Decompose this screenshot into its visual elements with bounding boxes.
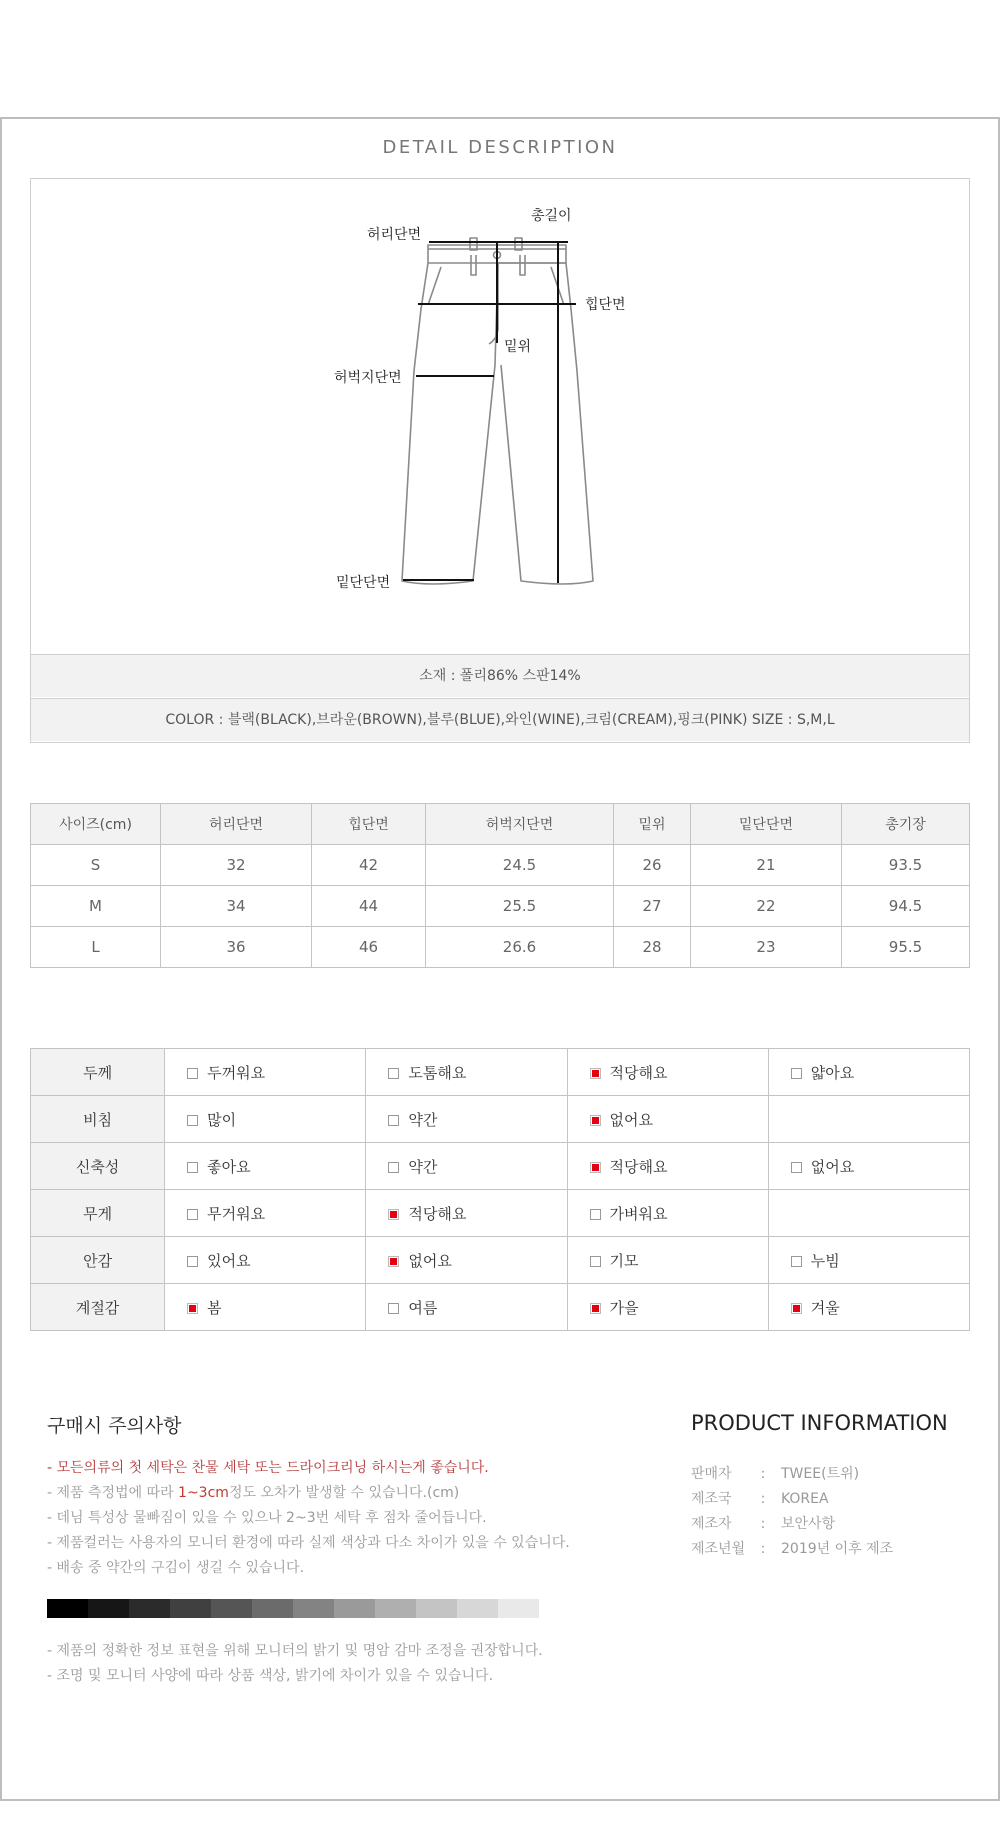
checked-checkbox-icon: [590, 1162, 601, 1173]
size-cell: 28: [614, 927, 691, 968]
property-label: 안감: [31, 1237, 165, 1284]
property-option: [567, 1143, 768, 1190]
product-info-row: [691, 1512, 893, 1537]
option-label: 여름: [408, 1298, 438, 1317]
checked-checkbox-icon: [590, 1115, 601, 1126]
notice-title: 구매시 주의사항: [47, 1415, 182, 1437]
info-key: 판매자: [691, 1466, 732, 1482]
property-option: [165, 1049, 366, 1096]
option-label: 없어요: [810, 1157, 855, 1176]
property-option: [567, 1049, 768, 1096]
property-option: [366, 1143, 567, 1190]
size-cell: 94.5: [842, 886, 970, 927]
info-key: 제조국: [691, 1491, 732, 1507]
size-cell: 46: [312, 927, 426, 968]
color-size-info: COLOR : 블랙(BLACK),브라운(BROWN),블루(BLUE),와인(WINE),크림(CREAM),핑크(PINK) SIZE : S,M,L: [31, 698, 969, 741]
property-label: 두께: [31, 1049, 165, 1096]
checked-checkbox-icon: [388, 1209, 399, 1220]
size-table: [30, 803, 970, 968]
checkbox-icon: [388, 1115, 399, 1126]
property-row: [31, 1049, 970, 1096]
size-cell: 36: [161, 927, 312, 968]
checkbox-icon: [791, 1256, 802, 1267]
rise-label: 밑위: [504, 339, 532, 355]
option-label: 겨울: [810, 1298, 840, 1317]
property-option: [567, 1284, 768, 1331]
option-label: 적당해요: [609, 1157, 668, 1176]
empty-option: [768, 1190, 969, 1237]
notice-item: - 조명 및 모니터 사양에 따라 상품 색상, 밝기에 차이가 있을 수 있습니다.: [47, 1668, 494, 1684]
material-info: 소재 : 폴리86% 스판14%: [31, 654, 969, 697]
checkbox-icon: [187, 1068, 198, 1079]
size-cell: 44: [312, 886, 426, 927]
option-label: 얇아요: [810, 1063, 855, 1082]
thigh-label: 허벅지단면: [334, 370, 402, 386]
pants-diagram-icon: [31, 179, 971, 654]
size-header-cell: 허리단면: [161, 804, 312, 845]
size-cell: 27: [614, 886, 691, 927]
monitor-notice-list: [47, 1639, 543, 1689]
checkbox-icon: [791, 1162, 802, 1173]
option-label: 도톰해요: [408, 1063, 467, 1082]
size-header-cell: 사이즈(cm): [31, 804, 161, 845]
colon-separator: :: [760, 1466, 766, 1482]
option-label: 가벼워요: [609, 1204, 668, 1223]
property-row: [31, 1237, 970, 1284]
grayscale-swatch: [293, 1599, 334, 1618]
notice-text: - 제품 측정법에 따라: [47, 1485, 179, 1501]
size-cell: 26: [614, 845, 691, 886]
property-row: [31, 1096, 970, 1143]
product-info-row: [691, 1487, 893, 1512]
product-info-title: PRODUCT INFORMATION: [691, 1411, 948, 1435]
info-value: 보안사항: [781, 1516, 836, 1532]
grayscale-swatch: [334, 1599, 375, 1618]
property-option: [165, 1096, 366, 1143]
property-label: 비침: [31, 1096, 165, 1143]
product-info-row: [691, 1462, 893, 1487]
info-value: KOREA: [781, 1491, 829, 1507]
property-option: [165, 1237, 366, 1284]
option-label: 많이: [207, 1110, 237, 1129]
colon-separator: :: [760, 1491, 766, 1507]
property-option: [768, 1284, 969, 1331]
checked-checkbox-icon: [590, 1303, 601, 1314]
size-table-header: [31, 804, 970, 845]
table-row: [31, 927, 970, 968]
option-label: 있어요: [207, 1251, 251, 1270]
property-option: [768, 1049, 969, 1096]
option-label: 약간: [408, 1110, 438, 1129]
notice-item: - 제품의 정확한 정보 표현을 위해 모니터의 밝기 및 명암 감마 조정을 권장합니다.: [47, 1643, 543, 1659]
property-option: [768, 1143, 969, 1190]
info-value: TWEE(트위): [781, 1466, 860, 1482]
grayscale-swatch: [457, 1599, 498, 1618]
size-cell: 22: [690, 886, 841, 927]
checked-checkbox-icon: [187, 1303, 198, 1314]
option-label: 적당해요: [408, 1204, 467, 1223]
size-header-cell: 힙단면: [312, 804, 426, 845]
size-cell: S: [31, 845, 161, 886]
grayscale-swatch: [88, 1599, 129, 1618]
grayscale-bar: [47, 1599, 539, 1618]
property-option: [165, 1190, 366, 1237]
property-option: [165, 1284, 366, 1331]
size-header-cell: 총기장: [842, 804, 970, 845]
grayscale-swatch: [252, 1599, 293, 1618]
option-label: 봄: [207, 1298, 222, 1317]
notice-item: - 제품컬러는 사용자의 모니터 환경에 따라 실제 색상과 다소 차이가 있을 수 있습니다.: [47, 1535, 570, 1551]
notice-item: [47, 1481, 570, 1506]
size-cell: L: [31, 927, 161, 968]
checkbox-icon: [187, 1209, 198, 1220]
property-option: [366, 1284, 567, 1331]
size-header-cell: 밑단단면: [690, 804, 841, 845]
checkbox-icon: [388, 1068, 399, 1079]
fabric-properties-table: [30, 1048, 970, 1331]
property-row: [31, 1190, 970, 1237]
info-key: 제조년월: [691, 1541, 746, 1557]
property-option: [567, 1190, 768, 1237]
notice-item: - 데님 특성상 물빠짐이 있을 수 있으나 2~3번 세탁 후 점차 줄어듭니다.: [47, 1510, 487, 1526]
checkbox-icon: [187, 1256, 198, 1267]
product-info-list: [691, 1462, 893, 1562]
size-cell: 34: [161, 886, 312, 927]
colon-separator: :: [760, 1541, 766, 1557]
grayscale-swatch: [47, 1599, 88, 1618]
checkbox-icon: [187, 1162, 198, 1173]
option-label: 없어요: [408, 1251, 452, 1270]
checkbox-icon: [590, 1256, 601, 1267]
colon-separator: :: [760, 1516, 766, 1532]
property-label: 계절감: [31, 1284, 165, 1331]
size-cell: 42: [312, 845, 426, 886]
property-label: 신축성: [31, 1143, 165, 1190]
property-option: [366, 1096, 567, 1143]
property-option: [165, 1143, 366, 1190]
grayscale-swatch: [170, 1599, 211, 1618]
size-cell: 24.5: [425, 845, 613, 886]
size-cell: 25.5: [425, 886, 613, 927]
hem-label: 밑단단면: [336, 575, 391, 591]
size-cell: 23: [690, 927, 841, 968]
detail-title: DETAIL DESCRIPTION: [382, 137, 618, 158]
grayscale-swatch: [498, 1599, 539, 1618]
total-length-label: 총길이: [531, 208, 572, 224]
option-label: 약간: [408, 1157, 438, 1176]
property-option: [366, 1049, 567, 1096]
checkbox-icon: [590, 1209, 601, 1220]
grayscale-swatch: [375, 1599, 416, 1618]
size-header-cell: 밑위: [614, 804, 691, 845]
option-label: 두꺼워요: [207, 1063, 266, 1082]
info-value: 2019년 이후 제조: [781, 1541, 894, 1557]
checkbox-icon: [187, 1115, 198, 1126]
empty-option: [768, 1096, 969, 1143]
grayscale-swatch: [129, 1599, 170, 1618]
size-cell: 95.5: [842, 927, 970, 968]
notice-text: 정도 오차가 발생할 수 있습니다.(cm): [228, 1485, 460, 1501]
option-label: 적당해요: [609, 1063, 668, 1082]
size-cell: 93.5: [842, 845, 970, 886]
notice-list: [47, 1456, 570, 1581]
property-option: [366, 1190, 567, 1237]
hip-label: 힙단면: [585, 297, 626, 313]
option-label: 좋아요: [207, 1157, 251, 1176]
product-info-row: [691, 1537, 893, 1562]
measurement-diagram: [30, 178, 970, 743]
option-label: 없어요: [609, 1110, 654, 1129]
option-label: 기모: [609, 1251, 639, 1270]
grayscale-swatch: [211, 1599, 252, 1618]
checkbox-icon: [791, 1068, 802, 1079]
size-cell: 26.6: [425, 927, 613, 968]
property-option: [768, 1237, 969, 1284]
property-row: [31, 1284, 970, 1331]
waist-label: 허리단면: [367, 227, 422, 243]
checked-checkbox-icon: [388, 1256, 399, 1267]
size-cell: M: [31, 886, 161, 927]
property-row: [31, 1143, 970, 1190]
size-cell: 32: [161, 845, 312, 886]
property-option: [366, 1237, 567, 1284]
checkbox-icon: [388, 1162, 399, 1173]
property-option: [567, 1237, 768, 1284]
notice-highlight: 1~3cm: [178, 1485, 229, 1501]
checked-checkbox-icon: [590, 1068, 601, 1079]
size-cell: 21: [690, 845, 841, 886]
table-row: [31, 886, 970, 927]
info-key: 제조자: [691, 1516, 732, 1532]
option-label: 무거워요: [207, 1204, 266, 1223]
notice-item: - 모든의류의 첫 세탁은 찬물 세탁 또는 드라이크리닝 하시는게 좋습니다.: [47, 1460, 489, 1476]
checkbox-icon: [388, 1303, 399, 1314]
table-row: [31, 845, 970, 886]
property-option: [567, 1096, 768, 1143]
size-header-cell: 허벅지단면: [425, 804, 613, 845]
option-label: 누빔: [810, 1251, 840, 1270]
notice-item: - 배송 중 약간의 구김이 생길 수 있습니다.: [47, 1560, 305, 1576]
checked-checkbox-icon: [791, 1303, 802, 1314]
grayscale-swatch: [416, 1599, 457, 1618]
property-label: 무게: [31, 1190, 165, 1237]
option-label: 가을: [609, 1298, 639, 1317]
